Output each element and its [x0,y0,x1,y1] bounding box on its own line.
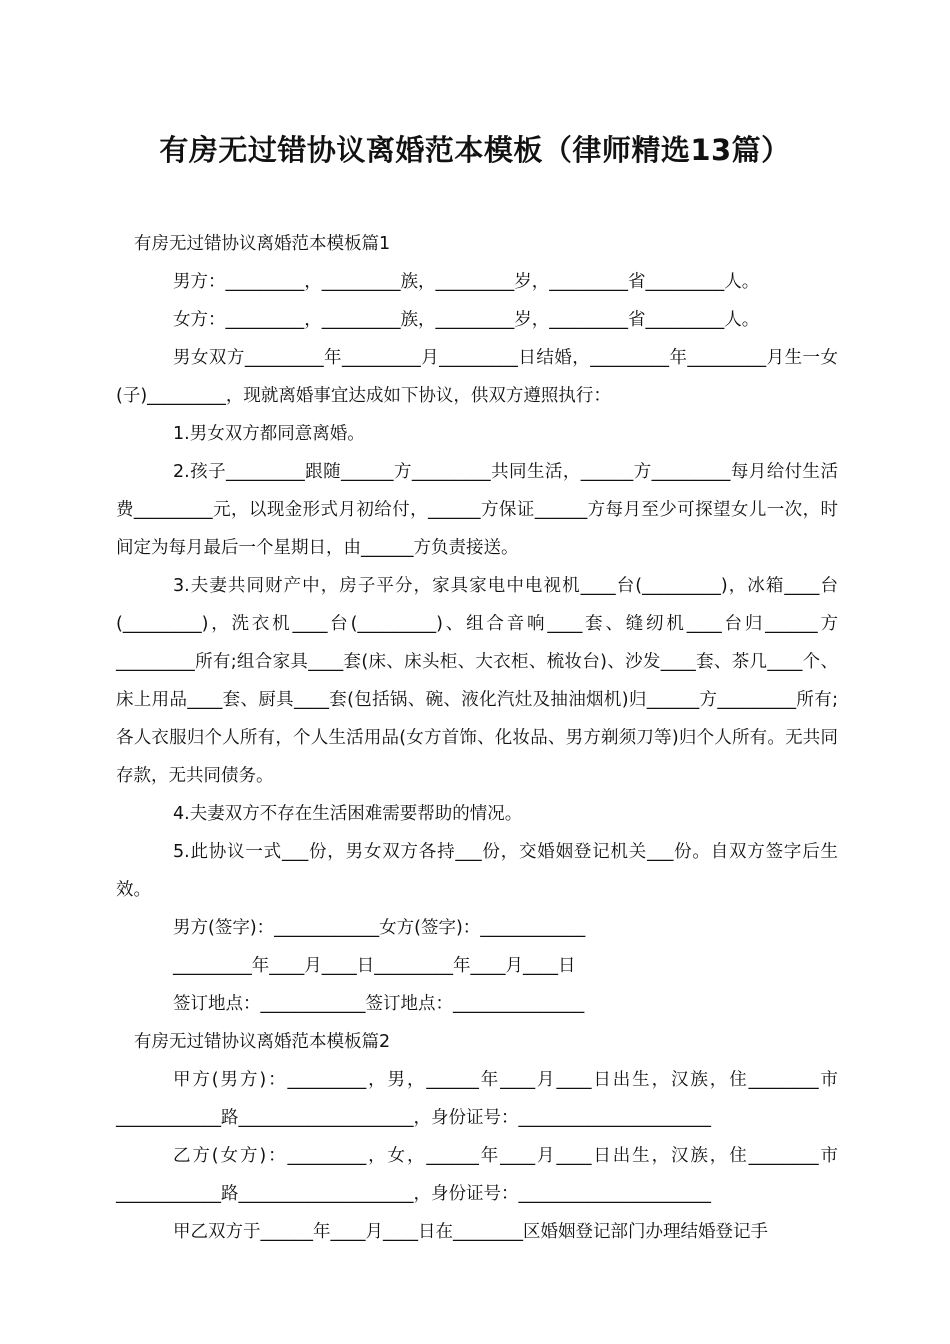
clause-5: 5.此协议一式___份，男女双方各持___份，交婚姻登记机关___份。自双方签字后生效。 [116,842,838,900]
party-b-paragraph: 乙方(女方)：_________，女，______年____月____日出生，汉族，住________市____________路____________________，身份证号：______________________ [116,1146,838,1204]
signing-place-line: 签订地点：____________签订地点：_______________ [173,994,585,1014]
document-title: 有房无过错协议离婚范本模板（律师精选13篇） [159,133,791,167]
document-body [116,225,838,1251]
clause-3: 3.夫妻共同财产中，房子平分，家具家电中电视机____台(_________)，冰箱____台(_________)，洗衣机____台(_________)、组合音响____套、缝纫机____台归______方_________所有;组合家具____套(床、床头柜、大衣柜、梳妆台)、沙发____套、茶几____个、床上用品____套、厨具____套(包括锅、碗、液化汽灶及抽油烟机)归______方_________所有;各人衣服归个人所有，个人生活用品(女方首饰、化妆品、男方剃须刀等)归个人所有。无共同存款，无共同债务。 [116,576,838,786]
clause-2: 2.孩子_________跟随______方_________共同生活，______方_________每月给付生活费_________元，以现金形式月初给付，______方保证______方每月至少可探望女儿一次，时间定为每月最后一个星期日，由______方负责接送。 [116,462,838,558]
section-heading: 有房无过错协议离婚范本模板篇2 [134,1032,391,1052]
section-heading: 有房无过错协议离婚范本模板篇1 [134,234,391,254]
party-female-line: 女方：_________，_________族，_________岁，_________省_________人。 [173,310,760,330]
marriage-registration-paragraph: 甲乙双方于______年____月____日在________区婚姻登记部门办理结婚登记手 [173,1222,768,1242]
date-line: _________年____月____日_________年____月____日 [173,956,576,976]
party-a-paragraph: 甲方(男方)：_________，男，______年____月____日出生，汉族，住________市____________路____________________，身份证号：______________________ [116,1070,838,1128]
signature-line: 男方(签字)：____________女方(签字)：____________ [173,918,586,938]
clause-1: 1.男女双方都同意离婚。 [173,424,365,444]
marriage-info-paragraph: 男女双方_________年_________月_________日结婚，_________年_________月生一女(子)_________，现就离婚事宜达成如下协议，供双方遵照执行： [116,348,838,406]
clause-4: 4.夫妻双方不存在生活困难需要帮助的情况。 [173,804,523,824]
party-male-line: 男方：_________，_________族，_________岁，_________省_________人。 [173,272,760,292]
